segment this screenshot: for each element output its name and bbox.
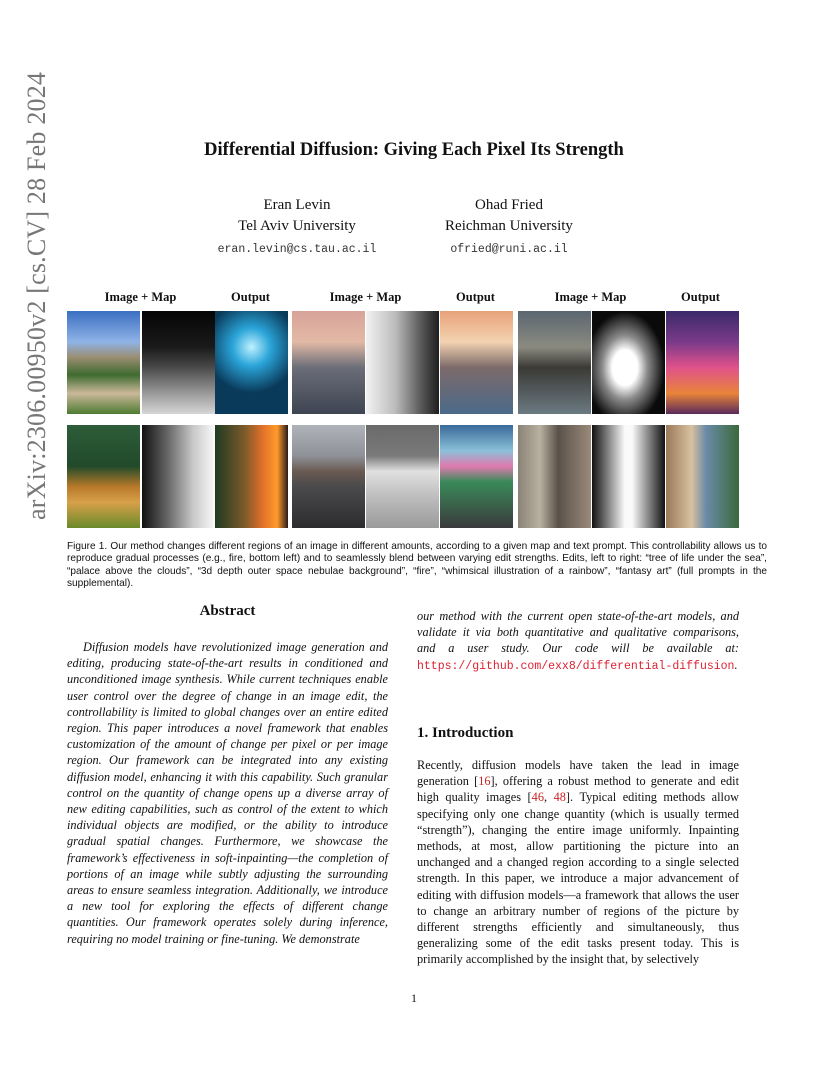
author-affiliation: Tel Aviv University <box>238 218 356 234</box>
grayscale-edit-map <box>366 311 439 414</box>
citation-link[interactable]: 16 <box>478 774 491 789</box>
palace-garden-photo <box>67 311 140 414</box>
intro-text: Recently, diffusion models have taken the lead in image generation [ <box>417 758 739 789</box>
author-affiliation: Reichman University <box>445 218 573 234</box>
author-email: eran.levin@cs.tau.ac.il <box>217 243 377 256</box>
abstract-text: Diffusion models have revolutionized image generation and editing, producing state-of-the-art results in conditioned and unconditioned image synthesis. While current techniques enable user control over the degree of change in an image edit, the controllability is limited to global changes over an entire edited region. This paper introduces a novel framework that enables customization of the amount of change per pixel or per image region. Our framework can be integrated into any existing diffusion model, enhancing it with this capability. Such granular control on the quantity of change opens up a diverse array of new editing capabilities, such as control of the extent to which individual objects are modified, or the ability to introduce gradual spatial changes. Furthermore, we showcase the framework’s effectiveness in soft-inpainting—the completion of portions of an image while subtly adjusting the surrounding areas to ensure seamless integration. Additionally, we introduce a new tool for exploring the effects of different change quantities. Our framework operates solely during inference, requiring no model training or fine-tuning. We demonstrate <box>67 640 388 946</box>
period: . <box>734 657 738 672</box>
page-number: 1 <box>411 991 417 1005</box>
palace-above-clouds-output-photo <box>440 311 513 414</box>
tree-of-life-output-photo <box>215 311 288 414</box>
arxiv-identifier: arXiv:2306.00950v2 [cs.CV] 28 Feb 2024 <box>22 71 51 520</box>
intro-text: ], offering a robust method to generate and edit high quality images [ <box>417 774 739 805</box>
abstract-continuation-text: our method with the current open state-of-the-art models, and validate it via both quantitative and qualitative comparisons, and a user study. Our code will be available at: <box>417 609 739 656</box>
abstract-heading: Abstract <box>199 603 256 619</box>
citation-link[interactable]: 46 <box>531 790 544 805</box>
grayscale-edit-map <box>142 311 215 414</box>
grayscale-edit-map <box>366 425 439 528</box>
author-name: Ohad Fried <box>475 197 543 213</box>
mosque-by-sea-photo <box>518 311 591 414</box>
introduction-heading: 1. Introduction <box>417 725 514 741</box>
figure-column-header: Image + Map <box>329 290 402 304</box>
author-name: Eran Levin <box>263 197 331 213</box>
figure-column-header: Output <box>681 290 720 304</box>
paper-title: Differential Diffusion: Giving Each Pixel Its Strength <box>204 140 624 160</box>
figure-caption: Figure 1. Our method changes different regions of an image in different amounts, according to a given map and text prompt. This controllability allows us to reproduce gradual processes (e.g., fire, bottom left) and to seamlessly blend between varying edit strengths. Edits, left to right: “tree of life under the sea”, “palace above the clouds”, “3d depth outer space nebulae background”, “fire”, “whimsical illustration of a rainbow”, “fantasy art” (full prompts in the supplemental). <box>67 541 767 589</box>
author-email: ofried@runi.ac.il <box>450 243 568 256</box>
intro-text: ]. Typical editing methods allow specifying only one change quantity (which is usually termed “strength”), changing the entire image uniformly. Inpainting methods, at most, allow partitioning the picture into an unchanged and a changed region according to a single selected strength. In this paper, we introduce a major advancement of editing with diffusion models—a framework that allows the user to change an arbitrary number of regions of the picture by different strengths efficiently and simultaneously, thus generalizing some of the edit tasks present today. This is primarily accomplished by the insight that, by selectively <box>417 790 739 967</box>
citation-link[interactable]: 48 <box>553 790 566 805</box>
intro-text: , <box>543 790 554 805</box>
grayscale-edit-map <box>142 425 215 528</box>
fire-output-photo <box>215 425 288 528</box>
figure-column-header: Image + Map <box>104 290 177 304</box>
abstract-continuation <box>417 608 739 675</box>
code-link[interactable]: https://github.com/exx8/differential-diffusion <box>417 659 735 673</box>
mountain-road-photo <box>292 425 365 528</box>
figure-column-header: Output <box>456 290 495 304</box>
city-street-photo <box>518 425 591 528</box>
introduction-paragraph <box>417 757 739 968</box>
grayscale-edit-map <box>592 425 665 528</box>
fantasy-art-output-photo <box>666 425 739 528</box>
figure-column-header: Output <box>231 290 270 304</box>
forest-photo <box>67 425 140 528</box>
grayscale-edit-map <box>592 311 665 414</box>
author-block-1 <box>214 195 380 260</box>
rainbow-output-photo <box>440 425 513 528</box>
nebula-output-photo <box>666 311 739 414</box>
city-skyline-photo <box>292 311 365 414</box>
figure-column-header: Image + Map <box>554 290 627 304</box>
author-block-2 <box>428 195 590 260</box>
